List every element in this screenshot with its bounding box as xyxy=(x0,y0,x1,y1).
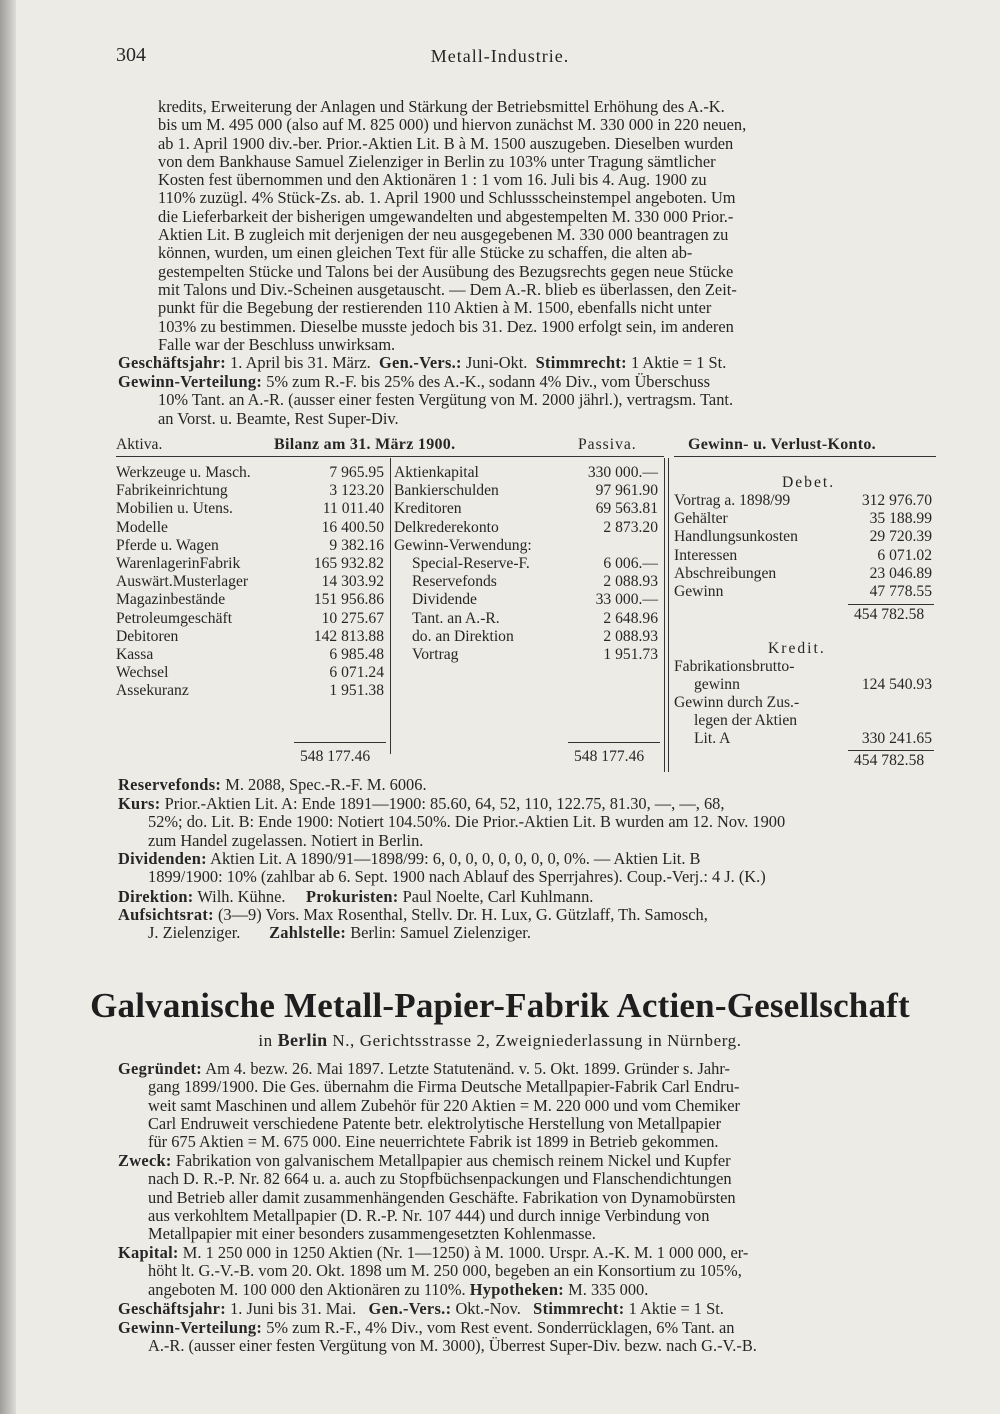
debet-label: Interessen xyxy=(674,546,738,564)
debet-label: Handlungsunkosten xyxy=(674,528,798,546)
text-line: können, wurden, um einen gleichen Text für alle Stücke zu schaffen, die alten ab- xyxy=(158,243,693,263)
aktiva-label: Fabrikeinrichtung xyxy=(116,482,228,500)
address-text: N., Gerichtsstrasse 2, Zweigniederlassung in Nürnberg. xyxy=(332,1031,742,1050)
text-line: Kosten fest übernommen und den Aktionären 1 : 1 vom 16. Juli bis 4. Aug. 1900 zu xyxy=(158,170,707,190)
kurs-entry xyxy=(118,795,934,850)
aktiva-row xyxy=(116,682,388,700)
entry-label: Stimmrecht: xyxy=(535,353,627,372)
entry-text: M. 335 000. xyxy=(568,1279,649,1299)
kredit-label: Kredit. xyxy=(768,640,826,657)
debet-total: 454 782.58 xyxy=(854,606,925,623)
aktiva-label: Kassa xyxy=(116,646,154,663)
passiva-label: Aktienkapital xyxy=(394,464,479,481)
passiva-total: 548 177.46 xyxy=(574,748,645,765)
debet-row xyxy=(674,510,936,528)
page-number: 304 xyxy=(116,44,146,66)
entry-text: J. Zielenziger. xyxy=(148,923,241,943)
text-line: ab 1. April 1900 div.-ber. Prior.-Aktien Lit. B à M. 1500 auszugeben. Dieselben wurden xyxy=(158,133,734,153)
entry-label: Geschäftsjahr: xyxy=(118,353,226,372)
aktiva-row xyxy=(116,646,388,664)
passiva-row xyxy=(394,537,662,555)
debet-row xyxy=(674,528,936,546)
aktiva-row xyxy=(116,610,388,628)
entry-text: Carl Endruweit verschiedene Patente betr. elektrolytische Herstellung von Metallpapier xyxy=(148,1113,722,1133)
debet-value: 29 720.39 xyxy=(869,528,932,546)
entry-text: höht lt. G.-V.-B. vom 20. Okt. 1898 um M. 250 000, begeben an ein Konsortium zu 105%, xyxy=(148,1261,742,1281)
entry-text: 5% zum R.-F. bis 25% des A.-K., sodann 4% Div., vom Überschuss xyxy=(266,372,711,391)
table-rule xyxy=(674,456,936,457)
debet-value: 23 046.89 xyxy=(869,564,932,582)
aktiva-row xyxy=(116,591,388,609)
company-title: Galvanische Metall-Papier-Fabrik Actien-Gesellschaft xyxy=(90,986,910,1025)
text-line: Aktien Lit. B zugleich mit derjenigen der neu ausgegebenen M. 330 000 beantragen zu xyxy=(158,225,729,245)
aktiva-value: 165 932.82 xyxy=(313,555,384,572)
entry-label: Kurs: xyxy=(118,794,161,813)
passiva-row xyxy=(394,628,662,646)
text-line: Falle war der Beschluss unwirksam. xyxy=(158,334,396,354)
text-line: kredits, Erweiterung der Anlagen und Stärkung der Betriebsmittel Erhöhung des A.-K. xyxy=(158,97,725,116)
entry-label: Dividenden: xyxy=(118,849,207,868)
entry-text: Metallpapier mit einer besonders zusammengesetzten Kohlenmasse. xyxy=(148,1224,596,1244)
entry-text: A.-R. (ausser einer festen Vergütung von M. 3000), Überrest Super-Div. bezw. nach G.-V.-B. xyxy=(148,1336,757,1356)
passiva-value: 1 951.73 xyxy=(603,646,658,663)
text-line: von dem Bankhause Samuel Zielenziger in Berlin zu 103% unter Tragung sämtlicher xyxy=(158,151,716,171)
passiva-value: 97 961.90 xyxy=(595,482,658,500)
entry-text: Fabrikation von galvanischem Metallpapier aus chemisch reinem Nickel und Kupfer xyxy=(175,1151,731,1170)
debet-row xyxy=(674,565,936,583)
passiva-row xyxy=(394,519,662,537)
kredit-text: Lit. A xyxy=(694,730,731,747)
aktiva-value: 11 011.40 xyxy=(322,500,384,518)
entry-text: 5% zum R.-F., 4% Div., vom Rest event. Sonderrücklagen, 6% Tant. an xyxy=(266,1318,735,1337)
entry-label: Reservefonds: xyxy=(118,775,222,794)
intro-paragraph xyxy=(118,98,974,354)
aktiva-row xyxy=(116,555,388,573)
debet-label: Gehälter xyxy=(674,510,728,528)
aktiva-row xyxy=(116,464,388,482)
aktiva-value: 7 965.95 xyxy=(329,464,384,481)
entry-text: 10% Tant. an A.-R. (ausser einer festen Vergütung von M. 2000 jährl.), vertragsm. Tant. xyxy=(158,390,734,410)
passiva-row xyxy=(394,591,662,609)
entry-text: (3—9) Vors. Max Rosenthal, Stellv. Dr. H. Lux, G. Gützlaff, Th. Samosch, xyxy=(217,905,708,924)
entry-text: 1 Aktie = 1 St. xyxy=(628,1299,724,1318)
passiva-row xyxy=(394,464,662,482)
entry-label: Gewinn-Verteilung: xyxy=(118,1318,263,1337)
aktiva-label: Debitoren xyxy=(116,627,179,645)
debet-value: 47 778.55 xyxy=(869,583,932,600)
entry-text: 1899/1900: 10% (zahlbar ab 6. Sept. 1900 nach Ablauf des Sperrjahres). Coup.-Verj.: 4 J. (K.) xyxy=(148,867,766,887)
debet-label: Gewinn xyxy=(674,583,724,600)
debet-row xyxy=(674,492,936,510)
passiva-label: do. an Direktion xyxy=(412,627,514,645)
aktiva-value: 14 303.92 xyxy=(321,573,384,591)
entry-text: 1 Aktie = 1 St. xyxy=(631,353,727,372)
passiva-label: Reservefonds xyxy=(412,573,497,591)
passiva-value: 2 088.93 xyxy=(603,573,658,591)
passiva-row xyxy=(394,555,662,573)
debet-label: Debet. xyxy=(782,474,836,491)
entry-label: Hypotheken: xyxy=(469,1279,565,1299)
passiva-row xyxy=(394,573,662,591)
kapital-entry xyxy=(118,1244,934,1299)
aktiva-value: 6 985.48 xyxy=(329,646,384,663)
passiva-row xyxy=(394,610,662,628)
entry-text: nach D. R.-P. Nr. 82 664 u. a. auch zu Stopfbüchsenpackungen und Flanschendichtungen xyxy=(148,1169,732,1189)
aktiva-row xyxy=(116,628,388,646)
entry-label: Stimmrecht: xyxy=(533,1299,625,1318)
sum-rule xyxy=(848,604,934,605)
aktiva-row xyxy=(116,573,388,591)
kredit-value: 124 540.93 xyxy=(861,676,932,693)
passiva-label: Kreditoren xyxy=(394,500,462,518)
aktiva-label: WarenlagerinFabrik xyxy=(116,555,241,572)
aktiva-value: 1 951.38 xyxy=(329,682,384,700)
reservefonds-entry xyxy=(118,776,934,794)
debet-label: Vortrag a. 1898/99 xyxy=(674,492,791,509)
entry-text: M. 2088, Spec.-R.-F. M. 6006. xyxy=(225,775,427,794)
column-divider xyxy=(390,458,391,754)
text-line: bis um M. 495 000 (also auf M. 825 000) und hiervon zunächst M. 330 000 in 220 neuen, xyxy=(158,115,747,135)
entry-label: Gen.-Vers.: xyxy=(368,1299,452,1318)
passiva-value: 2 088.93 xyxy=(603,627,658,645)
entry-text: Juni-Okt. xyxy=(465,353,528,372)
company-address xyxy=(0,1030,1000,1051)
entry-text: aus verkohltem Metallpapier (D. R.-P. Nr. 107 444) und durch innige Verbindung von xyxy=(148,1205,710,1225)
aktiva-row xyxy=(116,664,388,682)
aktiva-row xyxy=(116,537,388,555)
kredit-text: gewinn xyxy=(694,676,740,693)
entry-text: und Betrieb aller damit zusammenhängenden Geschäfte. Fabrikation von Dynamobürsten xyxy=(148,1187,736,1207)
passiva-value: 69 563.81 xyxy=(595,500,658,518)
passiva-label: Dividende xyxy=(412,591,477,609)
entry-text: Prior.-Aktien Lit. A: Ende 1891—1900: 85.60, 64, 52, 110, 122.75, 81.30, —, —, 68, xyxy=(164,794,725,813)
column-divider xyxy=(664,458,665,772)
aktiva-row xyxy=(116,482,388,500)
passiva-row xyxy=(394,500,662,518)
aktiva-value: 9 382.16 xyxy=(329,536,384,554)
entry-text: Okt.-Nov. xyxy=(455,1299,521,1318)
entry-text: Berlin: Samuel Zielenziger. xyxy=(350,923,531,943)
geschaeftsjahr-entry-1 xyxy=(118,354,934,372)
entry-text: gang 1899/1900. Die Ges. übernahm die Firma Deutsche Metallpapier-Fabrik Carl Endru- xyxy=(148,1077,740,1097)
aktiva-value: 10 275.67 xyxy=(321,609,384,627)
passiva-row xyxy=(394,646,662,664)
kredit-value: 330 241.65 xyxy=(861,730,932,747)
entry-label: Kapital: xyxy=(118,1243,179,1262)
sum-rule xyxy=(848,750,934,751)
entry-text: Am 4. bezw. 26. Mai 1897. Letzte Statutenänd. v. 5. Okt. 1899. Gründer s. Jahr- xyxy=(205,1059,730,1078)
text-line: 110% zuzügl. 4% Stück-Zs. ab. 1. April 1900 und Schlussscheinstempel angeboten. Um xyxy=(158,188,736,208)
aktiva-label: Pferde u. Wagen xyxy=(116,536,219,554)
passiva-row xyxy=(394,482,662,500)
entry-label: Direktion: xyxy=(118,887,194,906)
entry-text: 1. Juni bis 31. Mai. xyxy=(230,1299,357,1318)
entry-text: für 675 Aktien = M. 675 000. Eine neuerrichtete Fabrik ist 1899 in Betrieb gekommen. xyxy=(148,1132,719,1152)
passiva-value: 6 006.— xyxy=(603,555,658,572)
entry-label: Gegründet: xyxy=(118,1059,203,1078)
running-title: Metall-Industrie. xyxy=(430,46,570,66)
aktiva-value: 3 123.20 xyxy=(329,482,384,500)
table-rule xyxy=(116,456,664,457)
aktiva-label: Aktiva. xyxy=(116,436,163,453)
text-line: gestempelten Stücke und Talons bei der Ausübung des Bezugsrechts gegen neue Stücke xyxy=(158,261,734,281)
entry-text: Aktien Lit. A 1890/91—1898/99: 6, 0, 0, 0, 0, 0, 0, 0, 0%. — Aktien Lit. B xyxy=(210,849,701,868)
dividenden-entry xyxy=(118,850,934,887)
debet-row xyxy=(674,547,936,565)
entry-text: 52%; do. Lit. B: Ende 1900: Notiert 104.50%. Die Prior.-Aktien Lit. B wurden am 12. Nov. 1900 xyxy=(148,812,786,832)
entry-label: Zahlstelle: xyxy=(269,923,347,943)
aufsichtsrat-entry xyxy=(118,906,934,943)
entry-label: Prokuristen: xyxy=(305,887,399,906)
direktion-entry xyxy=(118,888,934,906)
aktiva-label: Mobilien u. Utens. xyxy=(116,500,233,518)
entry-text: Wilh. Kühne. xyxy=(197,887,286,906)
financial-statements xyxy=(116,436,936,772)
entry-text: angeboten M. 100 000 den Aktionären zu 110%. xyxy=(148,1279,466,1299)
kredit-text: Fabrikationsbrutto- xyxy=(674,658,795,675)
passiva-value: 2 648.96 xyxy=(603,609,658,627)
aktiva-label: Assekuranz xyxy=(116,682,189,700)
column-divider xyxy=(668,458,669,772)
debet-list xyxy=(674,492,936,604)
debet-label: Abschreibungen xyxy=(674,564,777,582)
passiva-label: Bankierschulden xyxy=(394,482,499,500)
text-line: 103% zu bestimmen. Dieselbe musste jedoch bis 31. Dez. 1900 erfolgt sein, im anderen xyxy=(158,316,734,336)
entry-label: Gen.-Vers.: xyxy=(379,353,462,372)
aktiva-list xyxy=(116,464,388,704)
aktiva-value: 151 956.86 xyxy=(313,591,384,609)
gegruendet-entry xyxy=(118,1060,934,1151)
passiva-value: 2 873.20 xyxy=(603,518,658,536)
entry-text: weit samt Maschinen und allem Zubehör für 220 Aktien = M. 220 000 und vom Chemiker xyxy=(148,1095,740,1115)
debet-value: 6 071.02 xyxy=(877,546,932,564)
aktiva-label: Auswärt.Musterlager xyxy=(116,573,249,591)
entry-label: Gewinn-Verteilung: xyxy=(118,372,263,391)
entry-label: Aufsichtsrat: xyxy=(118,905,214,924)
kredit-text: legen der Aktien xyxy=(694,712,798,729)
entry-text: an Vorst. u. Beamte, Rest Super-Div. xyxy=(158,408,399,428)
debet-row xyxy=(674,583,936,601)
sum-rule xyxy=(294,742,386,743)
passiva-label: Vortrag xyxy=(412,646,459,663)
debet-value: 312 976.70 xyxy=(861,492,932,509)
text-line: punkt für die Begebung der restierenden 110 Aktien à M. 1500, ebenfalls nicht unter xyxy=(158,298,712,318)
aktiva-total: 548 177.46 xyxy=(300,748,371,765)
aktiva-value: 16 400.50 xyxy=(321,518,384,536)
entry-text: zum Handel zugelassen. Notiert in Berlin. xyxy=(148,830,424,850)
kredit-text: Gewinn durch Zus.- xyxy=(674,694,800,711)
zweck-entry xyxy=(118,1152,934,1243)
text-line: mit Talons und Div.-Scheinen ausgetauscht. — Dem A.-R. blieb es überlassen, den Zeit- xyxy=(158,279,737,299)
entry-text: Paul Noelte, Carl Kuhlmann. xyxy=(402,887,594,906)
passiva-label: Passiva. xyxy=(578,436,637,453)
aktiva-value: 142 813.88 xyxy=(313,627,384,645)
address-text: in xyxy=(258,1031,273,1050)
guv-title: Gewinn- u. Verlust-Konto. xyxy=(688,436,876,453)
entry-text: 1. April bis 31. März. xyxy=(230,353,371,372)
page-gutter-shadow xyxy=(0,0,16,1414)
aktiva-label: Wechsel xyxy=(116,664,169,682)
entry-text: M. 1 250 000 in 1250 Aktien (Nr. 1—1250) à M. 1000. Urspr. A.-K. M. 1 000 000, er- xyxy=(182,1243,749,1262)
text-line: die Lieferbarkeit der bisherigen umgewandelten und abgestempelten M. 330 000 Prior.- xyxy=(158,206,734,226)
entry-label: Geschäftsjahr: xyxy=(118,1299,226,1318)
geschaeftsjahr-entry-2 xyxy=(118,1300,934,1318)
gewinn-verteilung-entry-2 xyxy=(118,1319,934,1356)
aktiva-label: Petroleumgeschäft xyxy=(116,609,233,627)
bilanz-title: Bilanz am 31. März 1900. xyxy=(274,436,456,453)
kredit-total: 454 782.58 xyxy=(854,752,925,769)
passiva-value: 330 000.— xyxy=(587,464,658,481)
sum-rule xyxy=(568,742,660,743)
passiva-list xyxy=(394,464,662,704)
debet-value: 35 188.99 xyxy=(869,510,932,528)
gewinn-verteilung-entry-1 xyxy=(118,373,934,428)
aktiva-row xyxy=(116,500,388,518)
passiva-label: Gewinn-Verwendung: xyxy=(394,536,532,554)
aktiva-value: 6 071.24 xyxy=(329,664,384,682)
aktiva-label: Magazinbestände xyxy=(116,591,226,609)
kredit-item-1 xyxy=(674,658,936,748)
entry-label: Zweck: xyxy=(118,1151,172,1170)
address-city: Berlin xyxy=(277,1030,328,1050)
aktiva-label: Werkzeuge u. Masch. xyxy=(116,464,251,481)
aktiva-label: Modelle xyxy=(116,518,168,536)
aktiva-row xyxy=(116,519,388,537)
passiva-label: Tant. an A.-R. xyxy=(412,609,500,627)
passiva-label: Special-Reserve-F. xyxy=(412,555,530,572)
passiva-value: 33 000.— xyxy=(595,591,658,609)
passiva-label: Delkrederekonto xyxy=(394,518,499,536)
